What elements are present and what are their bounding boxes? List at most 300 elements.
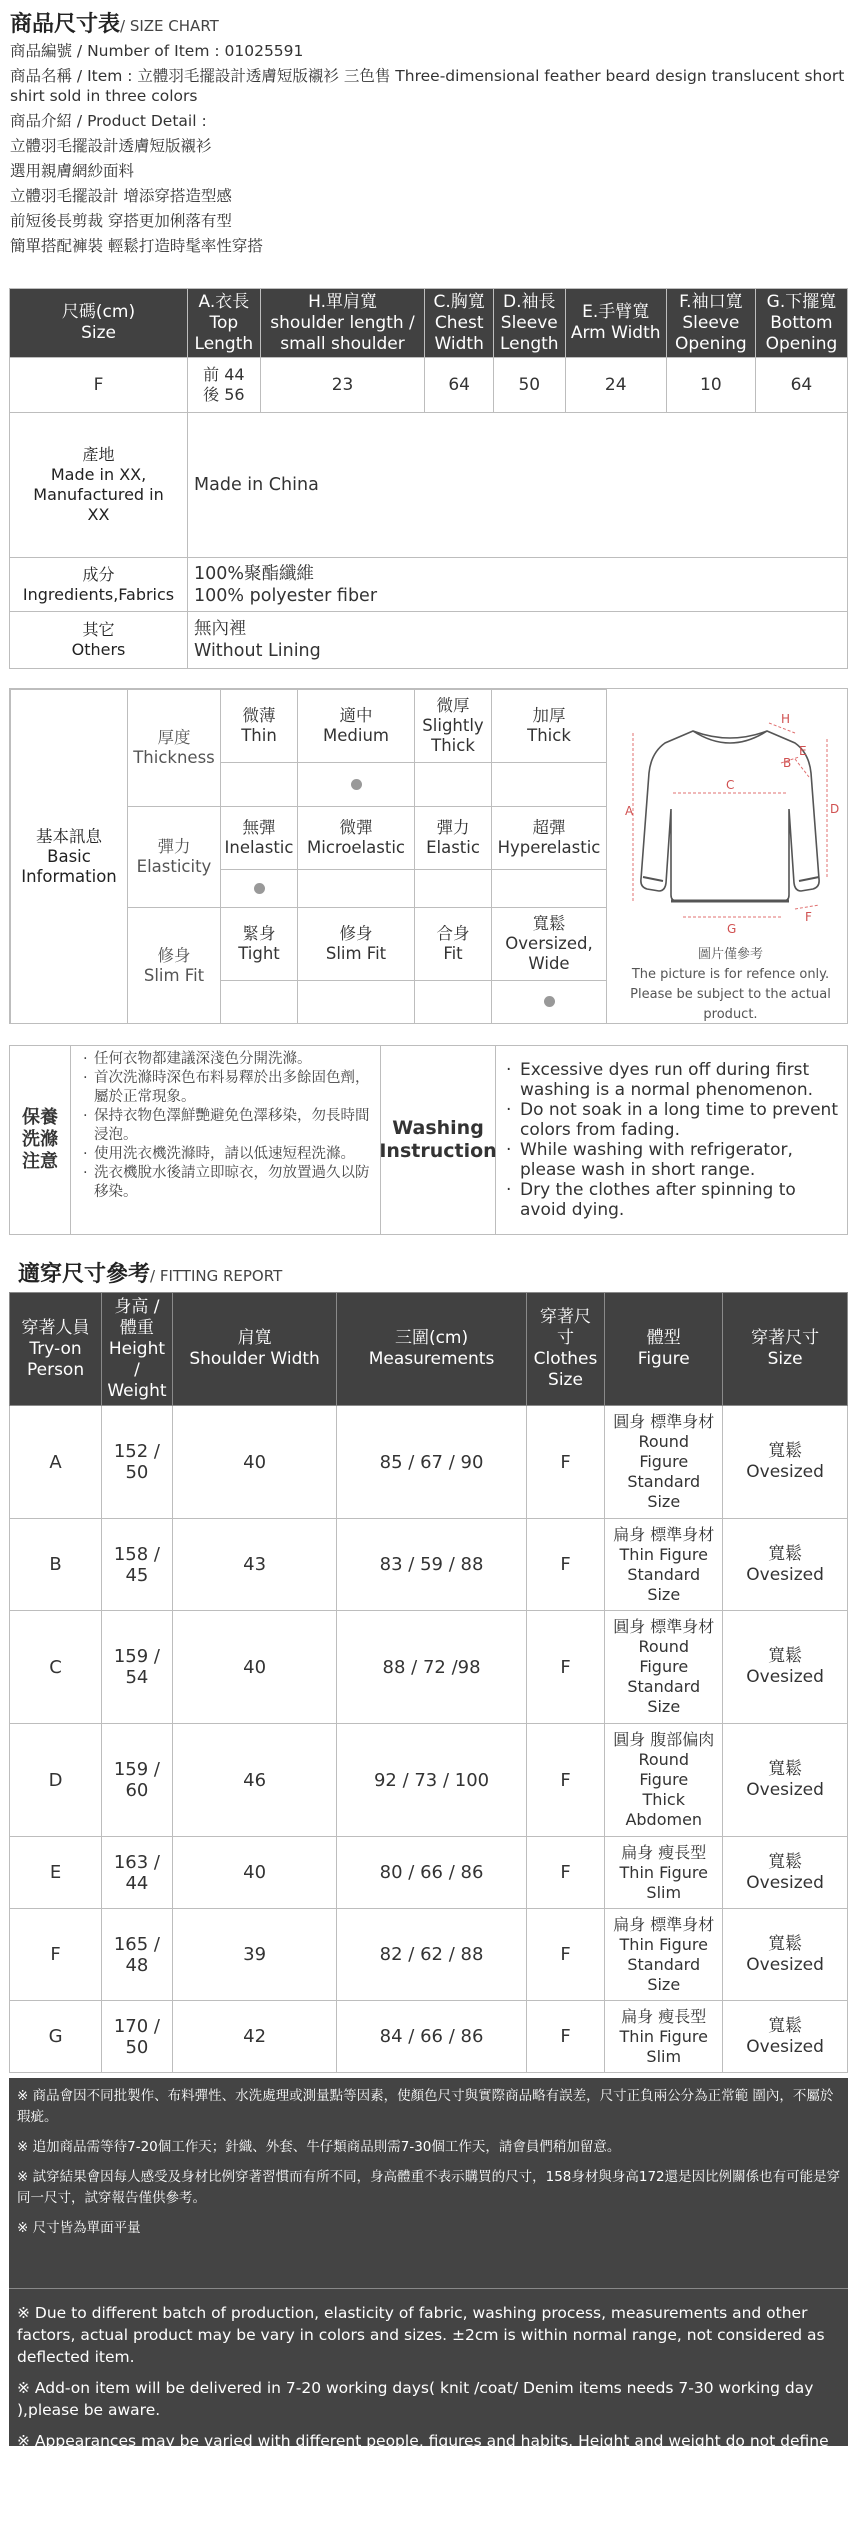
- header-text: Try-on: [29, 1338, 82, 1359]
- shoulder-cell-text: 39: [243, 1944, 267, 1965]
- figure-cell-text: Figure: [639, 1770, 689, 1789]
- figure-cell-text: 圓身 腹部偏肉: [613, 1730, 715, 1749]
- header-text: C.胸寬: [433, 291, 485, 312]
- measurements-cell-text: 83 / 59 / 88: [379, 1554, 484, 1575]
- header-text: 肩寬: [237, 1328, 272, 1348]
- height-weight-cell: [102, 2001, 173, 2073]
- label-text: 產地: [82, 445, 115, 464]
- clothes-size-cell: [526, 1611, 605, 1724]
- clothes-size-cell-text: F: [560, 1769, 571, 1791]
- bottom-opening-cell: 64: [755, 358, 847, 413]
- figure-cell-text: Thin Figure: [619, 2026, 708, 2046]
- person-cell-text: C: [49, 1656, 62, 1678]
- washing-item: · 洗衣機脫水後請立即晾衣，勿放置過久以防移染。: [83, 1164, 380, 1202]
- diagram-caption: [623, 945, 838, 1025]
- person-cell-text: G: [48, 2026, 63, 2047]
- indicator-cell: [492, 870, 607, 908]
- header-text: 穿著尺: [539, 1307, 591, 1327]
- fit-size-cell-text: 寬鬆: [768, 1646, 803, 1666]
- fitting-body: [10, 1406, 848, 2073]
- label-text: Slim Fit: [143, 965, 205, 985]
- others-row: [10, 612, 848, 669]
- note-item: ※ Due to different batch of production, elasticity of fabric, washing process, measurements and other factors, actual product may be vary in colors and sizes. ±2cm is within normal range, not considered as deflected item.: [17, 2304, 825, 2366]
- option-text: 無彈: [242, 818, 276, 837]
- option-text: Elastic: [426, 838, 480, 857]
- indicator-cell: [298, 870, 415, 908]
- diagram-label-b: B: [783, 756, 792, 770]
- header-text: Size: [81, 323, 116, 343]
- header-text: 體重: [119, 1317, 154, 1338]
- figure-cell: [605, 1519, 723, 1611]
- measurements-cell: [337, 2001, 526, 2073]
- header-text: Height: [108, 1338, 166, 1359]
- figure-cell-text: Slim: [646, 2046, 682, 2066]
- col-shoulder-width: [172, 1293, 337, 1406]
- option-text: 修身: [339, 924, 373, 943]
- person-cell: [10, 1406, 102, 1519]
- option-tight: [221, 908, 298, 981]
- washing-item: · Do not soak in a long time to prevent colors from fading.: [506, 1100, 847, 1140]
- figure-cell: [605, 1611, 723, 1724]
- option-text: 寬鬆: [532, 914, 566, 933]
- measurements-cell: [337, 1837, 526, 1909]
- notes-zh: [17, 2086, 842, 2248]
- header-text: Chest: [434, 312, 484, 333]
- title-en: / FITTING REPORT: [150, 1267, 283, 1285]
- washing-panel: [9, 1045, 848, 1235]
- shoulder-cell-text: 40: [243, 1656, 267, 1678]
- selected-dot: [544, 996, 555, 1007]
- figure-cell-text: Slim: [646, 1882, 682, 1902]
- person-cell: [10, 2001, 102, 2073]
- value-text: 無內裡: [194, 619, 247, 639]
- option-text: 超彈: [532, 818, 566, 837]
- label-text: Made in XX,: [50, 465, 147, 484]
- header-text: 穿著人員: [21, 1317, 90, 1338]
- figure-cell-text: Thick: [642, 1790, 685, 1809]
- header-text: Person: [26, 1359, 85, 1380]
- option-text: 適中: [339, 706, 373, 725]
- shoulder-cell: [172, 1837, 337, 1909]
- note-item: ※ Add-on item will be delivered in 7-20 working days( knit /coat/ Denim items needs 7-30 working day ),please be aware.: [17, 2379, 814, 2419]
- header-text: small shoulder: [280, 333, 405, 354]
- header-text: F.袖口寬: [679, 291, 743, 312]
- col-clothes-size: [526, 1293, 605, 1406]
- fitting-header: [10, 1293, 848, 1406]
- height-weight-cell: [102, 1611, 173, 1724]
- person-cell: [10, 1611, 102, 1724]
- figure-cell-text: Thin Figure: [619, 1862, 708, 1882]
- header-text: 身高 /: [114, 1296, 160, 1317]
- person-cell: [10, 1909, 102, 2001]
- shoulder-cell-text: 40: [243, 1451, 267, 1473]
- col-height-weight: [102, 1293, 173, 1406]
- height-weight-cell-text: 165 /: [113, 1933, 160, 1955]
- fit-size-cell: [723, 1724, 848, 1837]
- header-text: A.衣長: [198, 291, 250, 312]
- header-text: Sleeve: [500, 312, 558, 333]
- col-person: [10, 1293, 102, 1406]
- label-text: 基本訊息: [36, 826, 102, 846]
- fit-size-cell: [723, 1909, 848, 2001]
- indicator-cell: [221, 870, 298, 908]
- col-shoulder: [260, 289, 425, 358]
- product-info: [10, 12, 850, 259]
- diagram-label-g: G: [727, 922, 737, 936]
- header-text: shoulder length /: [270, 312, 415, 333]
- slim-fit-label: [128, 908, 221, 1024]
- option-oversized: [492, 908, 607, 981]
- option-text: 微彈: [339, 818, 373, 837]
- height-weight-cell: [102, 1724, 173, 1837]
- label-text: 其它: [82, 620, 115, 639]
- height-weight-cell-text: 54: [125, 1667, 149, 1688]
- header-text: Clothes: [533, 1349, 598, 1369]
- figure-cell-text: Round: [638, 1432, 690, 1451]
- header-text: D.袖長: [503, 291, 556, 312]
- header-text: H.單肩寬: [308, 291, 377, 312]
- header-text: Shoulder Width: [189, 1349, 320, 1369]
- option-text: 加厚: [532, 706, 566, 725]
- person-cell-text: F: [50, 1944, 61, 1965]
- height-weight-cell-text: 170 /: [113, 2015, 160, 2037]
- item-name: 商品名稱 / Item : 立體羽毛擺設計透膚短版襯衫 三色售 Three-dimensional feather beard design translucent short shirt sold in three colors: [10, 67, 845, 105]
- diagram-label-h: H: [781, 712, 791, 726]
- indicator-cell: [415, 763, 492, 807]
- header-text: Top: [209, 312, 239, 333]
- header-text: Opening: [675, 333, 747, 354]
- clothes-size-cell: [526, 1837, 605, 1909]
- shoulder-cell: [172, 1724, 337, 1837]
- basic-info-table: [10, 689, 607, 1024]
- washing-label-en: [381, 1046, 496, 1234]
- label-text: Information: [21, 866, 117, 886]
- fitting-title: [18, 1257, 282, 1288]
- note-item: ※ Sizes are measured single-sided: [17, 2507, 286, 2525]
- col-top-length: [188, 289, 261, 358]
- measurements-cell: [337, 1909, 526, 2001]
- option-fit: [415, 908, 492, 981]
- height-weight-cell-text: 50: [125, 2036, 149, 2058]
- figure-cell-text: 扁身 標準身材: [613, 1524, 715, 1544]
- option-text: 緊身: [242, 924, 276, 943]
- size-row: [10, 358, 848, 413]
- title-en: / SIZE CHART: [120, 17, 219, 35]
- ingredients-value: [188, 558, 848, 612]
- figure-cell: [605, 1837, 723, 1909]
- figure-cell-text: Figure: [639, 1452, 689, 1471]
- figure-cell-text: 圓身 標準身材: [613, 1617, 715, 1636]
- option-hyperelastic: [492, 807, 607, 870]
- person-cell: [10, 1724, 102, 1837]
- indicator-cell: [492, 981, 607, 1024]
- thickness-label: [128, 690, 221, 807]
- clothes-size-cell: [526, 1519, 605, 1611]
- figure-cell-text: Thin Figure: [619, 1544, 708, 1564]
- height-weight-cell-text: 48: [125, 1954, 149, 1976]
- person-cell: [10, 1519, 102, 1611]
- clothes-size-cell-text: F: [560, 1451, 571, 1473]
- label-text: Manufactured in: [33, 485, 164, 504]
- option-text: 彈力: [436, 818, 470, 837]
- person-cell-text: E: [49, 1862, 62, 1883]
- fit-size-cell: [723, 2001, 848, 2073]
- clothes-size-cell: [526, 1406, 605, 1519]
- indicator-cell: [298, 763, 415, 807]
- note-item: ※ 追加商品需等待7-20個工作天；針織、外套、牛仔類商品則需7-30個工作天，請會員們稍加留意。: [17, 2139, 621, 2155]
- fit-size-cell-text: 寬鬆: [768, 2015, 803, 2036]
- person-cell-text: D: [48, 1769, 63, 1791]
- fit-size-cell-text: 寬鬆: [768, 1543, 803, 1564]
- sweater-outline-icon: [623, 709, 838, 941]
- header-text: Figure: [637, 1349, 690, 1369]
- table-row: [10, 1837, 848, 1909]
- shoulder-cell: [172, 1909, 337, 2001]
- origin-label: [10, 413, 188, 558]
- height-weight-cell: [102, 1519, 173, 1611]
- label-text: Ingredients,Fabrics: [22, 584, 175, 604]
- notes-en: [17, 2302, 842, 2536]
- col-chest: [425, 289, 494, 358]
- option-medium: [298, 690, 415, 763]
- figure-cell-text: Abdomen: [625, 1810, 703, 1829]
- figure-cell: [605, 1406, 723, 1519]
- top-length-cell: [188, 358, 261, 413]
- diagram-label-d: D: [830, 802, 840, 816]
- figure-cell-text: Round: [638, 1637, 690, 1656]
- option-text: 合身: [436, 924, 470, 943]
- label-text: Thickness: [133, 748, 215, 767]
- header-text: Size: [548, 1370, 583, 1390]
- selected-dot: [254, 883, 265, 894]
- detail-line: 立體羽毛擺設計透膚短版襯衫: [10, 137, 212, 155]
- header-text: Weight: [107, 1380, 167, 1401]
- diagram-label-a: A: [625, 804, 634, 818]
- header-text: Arm Width: [570, 323, 661, 343]
- option-slightly-thick: [415, 690, 492, 763]
- measurements-cell: [337, 1611, 526, 1724]
- fit-size-cell: [723, 1406, 848, 1519]
- caption-text: The picture is for refence only.: [631, 967, 830, 982]
- fit-size-cell: [723, 1837, 848, 1909]
- fit-size-cell-text: Ovesized: [746, 1954, 824, 1975]
- diagram-label-c: C: [726, 778, 735, 792]
- label-text: Instruction: [379, 1140, 497, 1162]
- clothes-size-cell-text: F: [560, 1862, 571, 1883]
- others-value: [188, 612, 848, 669]
- sleeve-length-cell: 50: [493, 358, 565, 413]
- person-cell-text: B: [49, 1554, 62, 1575]
- washing-list-zh: [71, 1046, 381, 1234]
- front-length: 前 44: [203, 365, 245, 384]
- table-row: [10, 1909, 848, 2001]
- garment-diagram: [623, 709, 840, 1022]
- height-weight-cell: [102, 1909, 173, 2001]
- col-measurements: [337, 1293, 526, 1406]
- header-text: Length: [499, 333, 559, 354]
- note-item: ※ 試穿結果會因每人感受及身材比例穿著習慣而有所不同，身高體重不表示購買的尺寸，158身材與身高172還是因比例關係也有可能是穿同一尺寸，試穿報告僅供參考。: [17, 2169, 841, 2206]
- label-text: 保養: [22, 1107, 58, 1128]
- notes-panel: [9, 2078, 848, 2525]
- shoulder-cell-text: 46: [243, 1769, 267, 1791]
- fit-size-cell-text: Ovesized: [746, 2036, 824, 2057]
- size-cell: F: [10, 358, 188, 413]
- clothes-size-cell: [526, 1724, 605, 1837]
- person-cell: [10, 1837, 102, 1909]
- label-text: Basic: [47, 846, 91, 866]
- value-text: Without Lining: [194, 641, 321, 661]
- option-text: Tight: [238, 944, 280, 963]
- header-text: Length: [194, 333, 254, 354]
- elasticity-label: [128, 807, 221, 908]
- label-text: Elasticity: [136, 857, 212, 876]
- figure-cell-text: 扁身 標準身材: [613, 1914, 715, 1934]
- product-detail-label: 商品介紹 / Product Detail :: [10, 112, 207, 130]
- origin-value: Made in China: [188, 413, 848, 558]
- title-zh: 適穿尺寸參考: [18, 1262, 151, 1287]
- option-text: Microelastic: [307, 838, 405, 857]
- washing-item: · 首次洗滌時深色布料易釋於出多餘固色劑，屬於正常現象。: [83, 1069, 380, 1107]
- option-slim-fit: [298, 908, 415, 981]
- option-text: 微厚: [436, 696, 470, 715]
- washing-item: · 使用洗衣機洗滌時，請以低速短程洗滌。: [83, 1145, 380, 1164]
- height-weight-cell: [102, 1837, 173, 1909]
- figure-cell-text: Standard: [627, 1954, 701, 1974]
- col-figure: [605, 1293, 723, 1406]
- col-sleeve-length: [493, 289, 565, 358]
- header-text: Width: [434, 333, 484, 354]
- chest-cell: 64: [425, 358, 494, 413]
- clothes-size-cell: [526, 2001, 605, 2073]
- fit-size-cell-text: 寬鬆: [768, 1933, 803, 1954]
- table-row: [10, 1519, 848, 1611]
- label-text: 成分: [82, 564, 115, 584]
- washing-item: · 保持衣物色澤鮮艷避免色澤移染，勿長時間浸泡。: [83, 1107, 380, 1145]
- figure-cell-text: Round: [638, 1750, 690, 1769]
- figure-cell-text: 圓身 標準身材: [613, 1412, 715, 1431]
- indicator-cell: [298, 981, 415, 1024]
- height-weight-cell-text: 45: [125, 1564, 149, 1586]
- measurements-cell-text: 82 / 62 / 88: [379, 1944, 484, 1965]
- shoulder-cell: [172, 2001, 337, 2073]
- washing-item: · Dry the clothes after spinning to avoid dying.: [506, 1180, 847, 1220]
- header-text: 穿著尺寸: [751, 1328, 820, 1348]
- clothes-size-cell-text: F: [560, 1656, 571, 1678]
- fit-size-cell-text: Ovesized: [746, 1667, 824, 1687]
- height-weight-cell-text: 158 /: [113, 1543, 160, 1565]
- shoulder-cell: [172, 1519, 337, 1611]
- detail-line: 立體羽毛擺設計 增添穿搭造型感: [10, 187, 232, 205]
- table-row: [10, 2001, 848, 2073]
- indicator-cell: [221, 981, 298, 1024]
- option-text: Slightly: [422, 716, 484, 735]
- figure-cell-text: Standard: [627, 1677, 701, 1696]
- washing-item: · 任何衣物都建議深淺色分開洗滌。: [83, 1050, 380, 1069]
- size-table-header: [10, 289, 848, 358]
- option-thick: [492, 690, 607, 763]
- fit-size-cell-text: Ovesized: [746, 1564, 824, 1585]
- shoulder-cell: [172, 1611, 337, 1724]
- figure-cell-text: Size: [647, 1584, 681, 1604]
- option-text: 微薄: [242, 706, 276, 725]
- label-text: 厚度: [157, 728, 191, 747]
- measurements-cell-text: 84 / 66 / 86: [379, 2026, 484, 2047]
- col-sleeve-opening: [666, 289, 755, 358]
- fit-size-cell: [723, 1611, 848, 1724]
- fitting-table: [9, 1292, 848, 2073]
- option-text: Inelastic: [224, 838, 294, 857]
- fit-size-cell: [723, 1519, 848, 1611]
- page-title: [10, 12, 850, 39]
- figure-cell-text: Figure: [639, 1657, 689, 1676]
- shoulder-cell-text: 42: [243, 2026, 267, 2047]
- clothes-size-cell-text: F: [560, 2026, 571, 2047]
- ingredients-row: [10, 558, 848, 612]
- option-text: Hyperelastic: [497, 838, 601, 857]
- shoulder-cell-text: 40: [243, 1862, 267, 1883]
- option-text: Wide: [528, 954, 570, 973]
- label-text: Others: [71, 640, 126, 659]
- fit-size-cell-text: 寬鬆: [768, 1759, 803, 1779]
- option-text: Fit: [443, 944, 463, 963]
- figure-cell-text: Standard: [627, 1564, 701, 1584]
- option-text: Thick: [431, 736, 475, 755]
- figure-cell-text: Thin Figure: [619, 1934, 708, 1954]
- header-text: /: [134, 1359, 140, 1380]
- clothes-size-cell-text: F: [560, 1944, 571, 1965]
- header-text: E.手臂寬: [582, 302, 650, 322]
- figure-cell-text: 扁身 瘦長型: [621, 2006, 707, 2026]
- caption-text: 圖片僅參考: [697, 947, 763, 962]
- option-text: Oversized,: [505, 934, 593, 953]
- option-elastic: [415, 807, 492, 870]
- height-weight-cell-text: 159 /: [113, 1646, 160, 1667]
- value-text: 100%聚酯纖維: [194, 563, 315, 584]
- shoulder-cell: 23: [260, 358, 425, 413]
- option-inelastic: [221, 807, 298, 870]
- option-text: Medium: [323, 726, 389, 745]
- sleeve-opening-cell: 10: [666, 358, 755, 413]
- col-arm-width: [565, 289, 666, 358]
- washing-label-zh: [10, 1046, 71, 1234]
- indicator-cell: [415, 870, 492, 908]
- measurements-cell-text: 85 / 67 / 90: [379, 1451, 484, 1473]
- fit-size-cell-text: 寬鬆: [768, 1851, 803, 1872]
- diagram-label-e: E: [799, 744, 807, 758]
- label-text: 注意: [22, 1151, 58, 1172]
- header-text: Opening: [765, 333, 838, 354]
- label-text: 洗滌: [22, 1129, 58, 1150]
- label-text: 彈力: [157, 837, 191, 856]
- fit-size-cell-text: Ovesized: [746, 1780, 824, 1800]
- value-text: 100% polyester fiber: [194, 585, 378, 606]
- origin-row: [10, 413, 848, 558]
- notes-divider: [9, 2288, 848, 2289]
- figure-cell: [605, 1724, 723, 1837]
- header-text: Measurements: [368, 1349, 495, 1369]
- height-weight-cell-text: 159 /: [113, 1759, 160, 1780]
- caption-text: Please be subject to the actual: [630, 987, 831, 1002]
- fit-size-cell-text: Ovesized: [746, 1462, 824, 1482]
- fit-size-cell-text: 寬鬆: [768, 1441, 803, 1461]
- height-weight-cell-text: 44: [125, 1872, 149, 1894]
- figure-cell-text: Standard: [627, 1472, 701, 1491]
- title-zh: 商品尺寸表: [10, 12, 121, 37]
- label-text: 修身: [157, 945, 191, 965]
- figure-cell-text: Size: [647, 1697, 681, 1716]
- height-weight-cell: [102, 1406, 173, 1519]
- fit-size-cell-text: Ovesized: [746, 1872, 824, 1893]
